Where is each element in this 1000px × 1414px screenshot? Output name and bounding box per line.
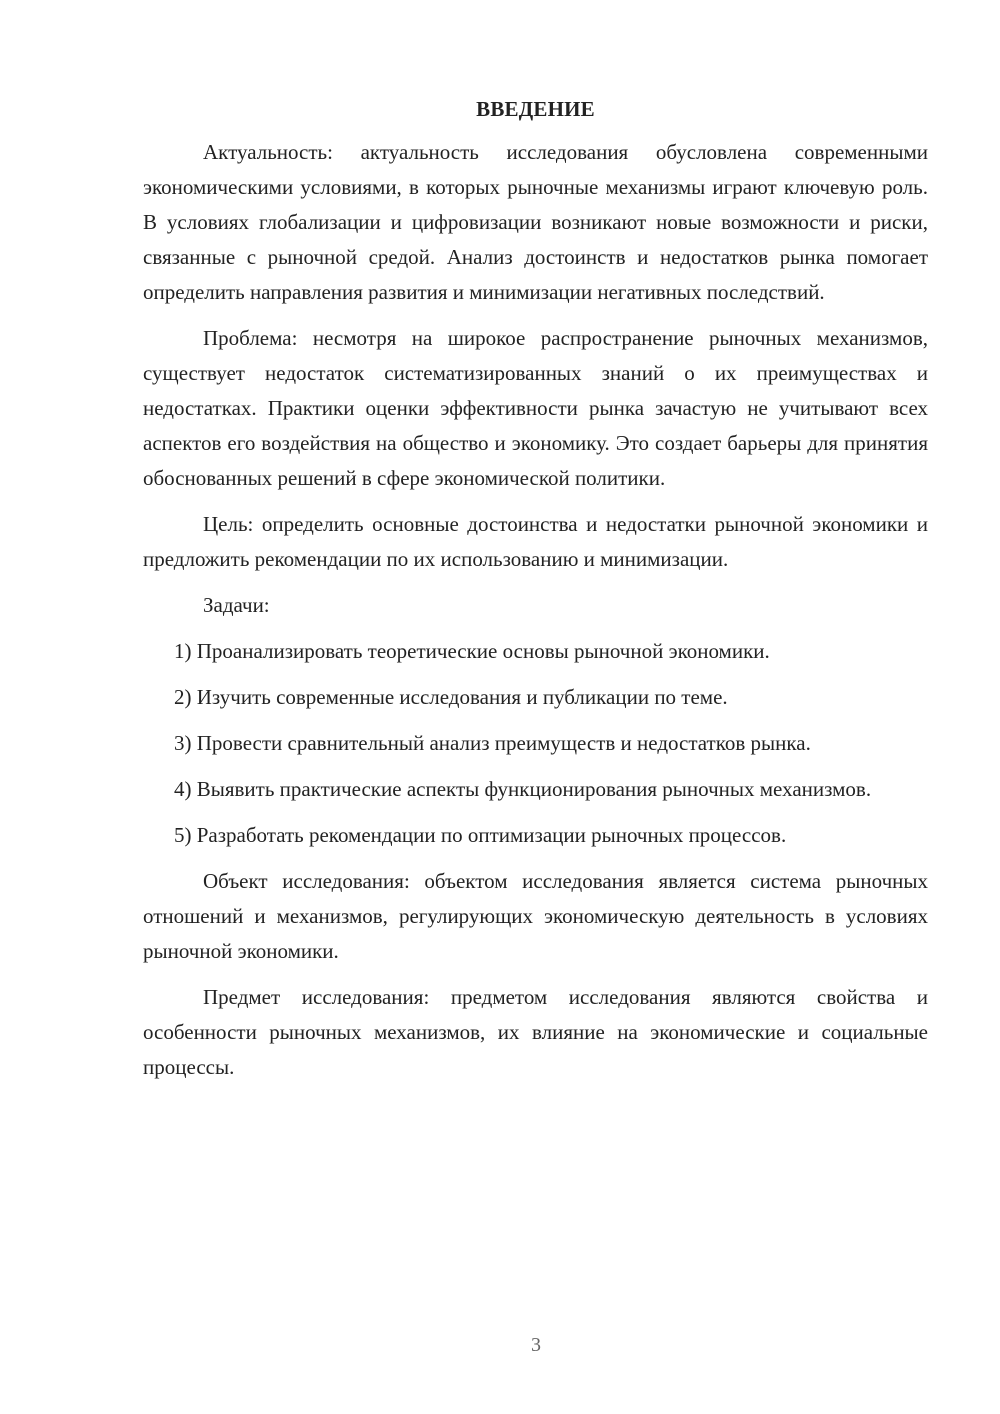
task-item-2: 2) Изучить современные исследования и публикации по теме.: [174, 685, 728, 709]
task-item-5: 5) Разработать рекомендации по оптимизации рыночных процессов.: [174, 823, 787, 847]
task-item-4: 4) Выявить практические аспекты функционирования рыночных механизмов.: [174, 777, 872, 801]
page-content: [143, 92, 928, 1096]
tasks-label: Задачи:: [203, 593, 270, 617]
problem-paragraph: Проблема: несмотря на широкое распространение рыночных механизмов, существует недостаток систематизированных знаний о их преимуществах и недостатках. Практики оценки эффективности рынка зачастую не учитывают всех аспектов его воздействия на общество и экономику. Это создает барьеры для принятия обоснованных решений в сфере экономической политики.: [143, 326, 928, 490]
object-paragraph: Объект исследования: объектом исследования является система рыночных отношений и механизмов, регулирующих экономическую деятельность в условиях рыночной экономики.: [143, 869, 928, 963]
relevance-paragraph: Актуальность: актуальность исследования обусловлена современными экономическими условиями, в которых рыночные механизмы играют ключевую роль. В условиях глобализации и цифровизации возникают новые возможности и риски, связанные с рыночной средой. Анализ достоинств и недостатков рынка помогает определить направления развития и минимизации негативных последствий.: [143, 140, 928, 304]
goal-paragraph: Цель: определить основные достоинства и недостатки рыночной экономики и предложить рекомендации по их использованию и минимизации.: [143, 512, 928, 571]
task-item-1: 1) Проанализировать теоретические основы рыночной экономики.: [174, 639, 770, 663]
task-item-3: 3) Провести сравнительный анализ преимуществ и недостатков рынка.: [174, 731, 811, 755]
subject-paragraph: Предмет исследования: предметом исследования являются свойства и особенности рыночных механизмов, их влияние на экономические и социальные процессы.: [143, 985, 928, 1079]
section-title: ВВЕДЕНИЕ: [476, 97, 595, 121]
page-number: 3: [531, 1334, 541, 1356]
